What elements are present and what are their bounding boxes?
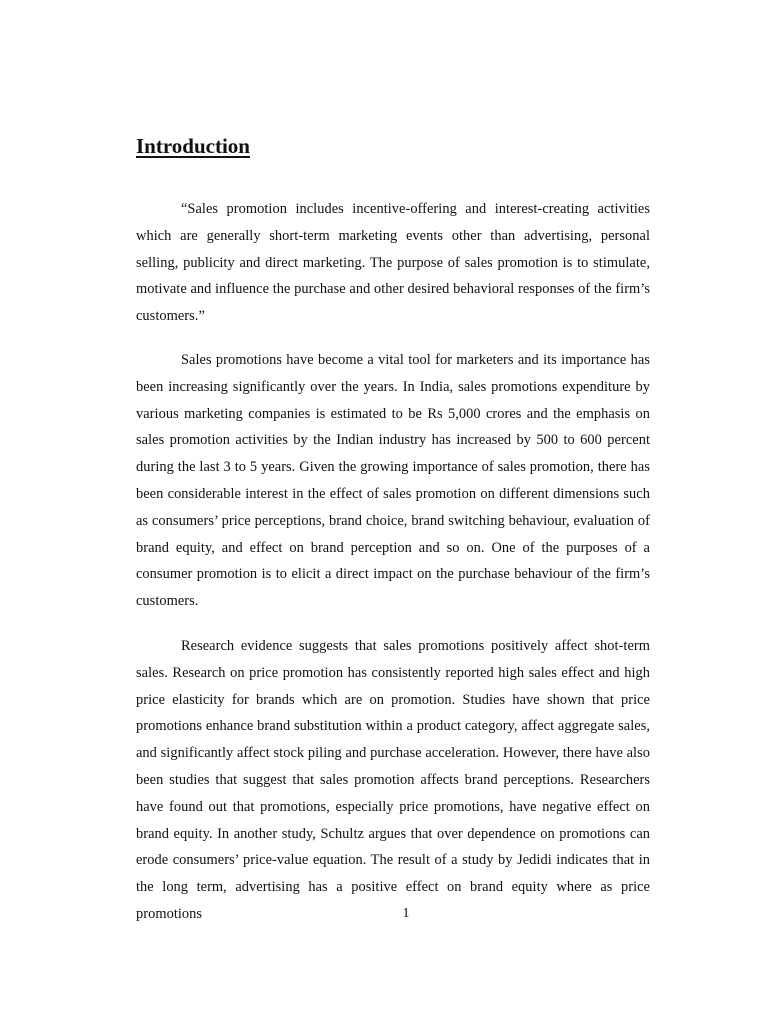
paragraph-definition-quote: “Sales promotion includes incentive-offering and interest-creating activities which are generally short-term marketing events other than advertising, personal selling, publicity and direct marketing. The purpose of sales promotion is to stimulate, motivate and influence the purchase and other desired behavioral responses of the firm’s customers.” [136, 201, 650, 325]
page-title: Introduction [136, 134, 250, 158]
paragraph-research-evidence: Research evidence suggests that sales promotions positively affect shot-term sales. Research on price promotion has consistently reported high sales effect and high price elasticity for brands which are on promotion. Studies have shown that price promotions enhance brand substitution within a product category, affect aggregate sales, and significantly affect stock piling and purchase acceleration. However, there have also been studies that suggest that sales promotion affects brand perceptions. Researchers have found out that promotions, especially price promotions, have negative effect on brand equity. In another study, Schultz argues that over dependence on promotions can erode consumers’ price-value equation. The result of a study by Jedidi indicates that in the long term, advertising has a positive effect on brand equity where as price promotions [136, 638, 650, 922]
paragraph-sales-promotion-importance: Sales promotions have become a vital tool for marketers and its importance has been increasing significantly over the years. In India, sales promotions expenditure by various marketing companies is estimated to be Rs 5,000 crores and the emphasis on sales promotion activities by the Indian industry has increased by 500 to 600 percent during the last 3 to 5 years. Given the growing importance of sales promotion, there has been considerable interest in the effect of sales promotion on different dimensions such as consumers’ price perceptions, brand choice, brand switching behaviour, evaluation of brand equity, and effect on brand perception and so on. One of the purposes of a consumer promotion is to elicit a direct impact on the purchase behaviour of the firm’s customers. [136, 352, 650, 610]
page-number: 1 [402, 906, 410, 921]
